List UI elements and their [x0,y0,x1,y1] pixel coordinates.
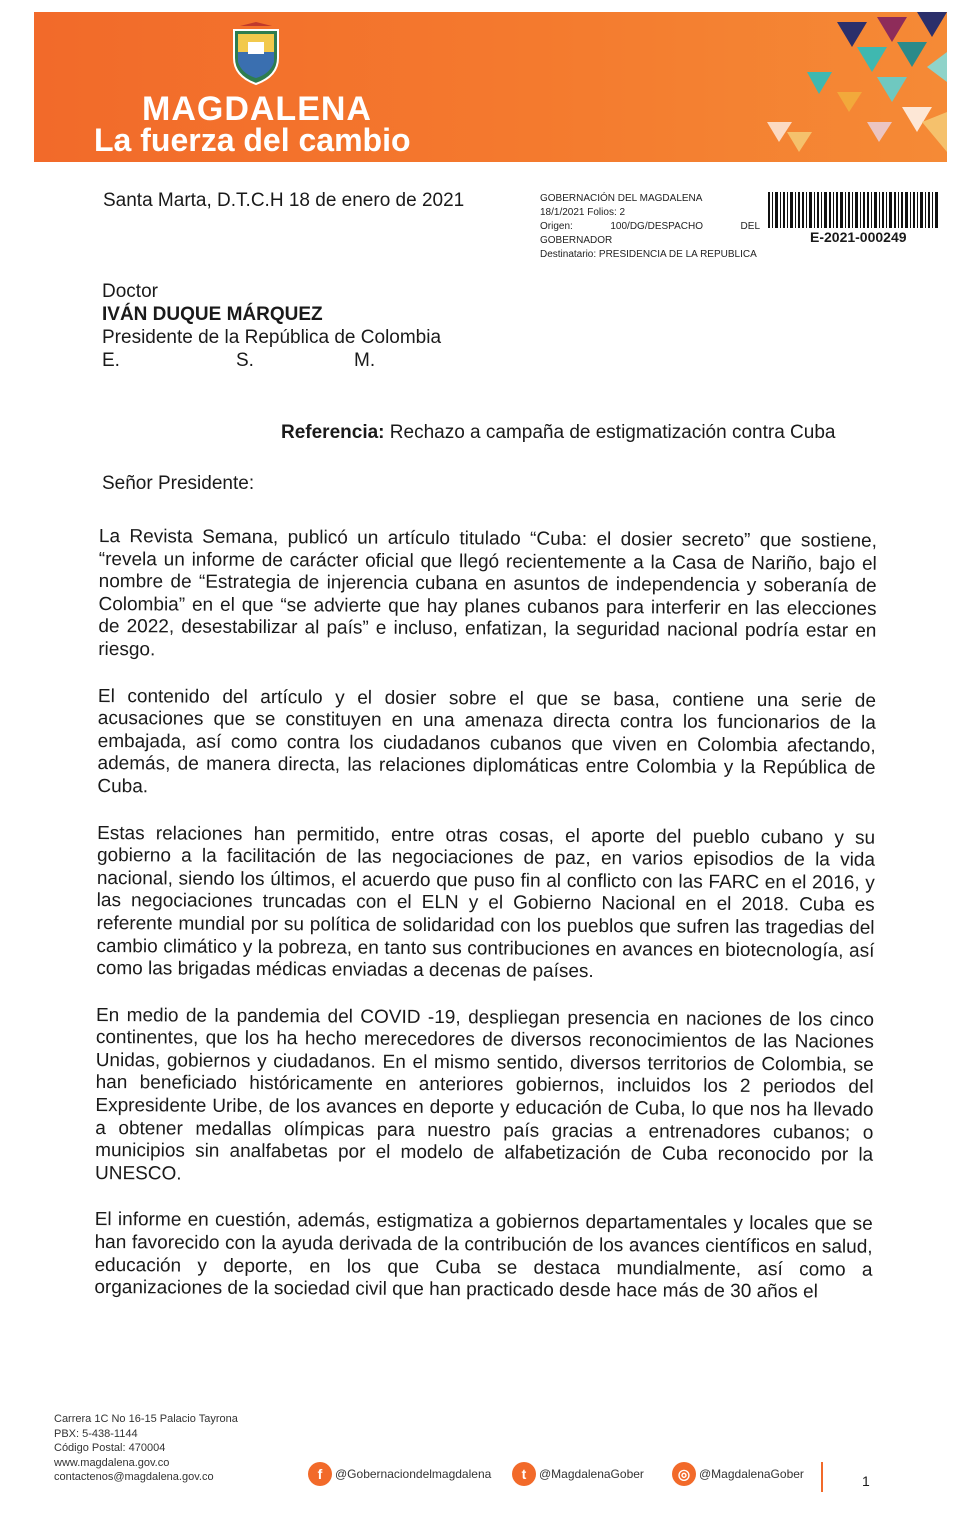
twitter-handle: @MagdalenaGober [539,1467,644,1481]
stamp-origin-del: DEL [740,221,760,232]
coat-of-arms-logo [230,22,282,86]
paragraph-1: La Revista Semana, publicó un artículo titulado “Cuba: el dosier secreto” que sostiene, “revela un informe de carácter oficial que llegó recientemente a la Casa de Nariño, bajo el nombre de “Estrategia de injerencia cubana en asuntos de independencia y soberanía de Colombia” en el que “se advierte que hay planes cubanos para interferir en las elecciones de 2022, desestabilizar al país” e incluso, enfatizan, la seguridad nacional podría estar en riesgo. [98,526,877,661]
facebook-icon: f [308,1462,332,1486]
stamp-entity: GOBERNACIÓN DEL MAGDALENA [540,193,703,204]
recipient-block [102,280,441,372]
recipient-name: IVÁN DUQUE MÁRQUEZ [102,304,323,325]
salutation: Señor Presidente: [102,473,255,494]
footer-street: Carrera 1C No 16-15 Palacio Tayrona [54,1413,238,1425]
footer-postal: Código Postal: 470004 [54,1442,166,1454]
footer-divider [821,1462,823,1492]
recipient-title: Doctor [102,281,158,302]
instagram-handle: @MagdalenaGober [699,1467,804,1481]
footer-web[interactable]: www.magdalena.gov.co [54,1456,170,1469]
stamp-origin-row [540,220,760,234]
recipient-position: Presidente de la República de Colombia [102,327,442,348]
esm-s: S. [236,350,254,371]
social-facebook[interactable] [308,1462,491,1486]
filing-stamp [540,192,760,262]
stamp-origin-tail: GOBERNADOR [540,235,613,246]
esm-e: E. [102,350,120,371]
footer-pbx: PBX: 5-438-1144 [54,1427,138,1440]
paragraph-4: En medio de la pandemia del COVID -19, despliegan presencia en naciones de los cinco continentes, que los ha hecho merecedores de diversos reconocimientos de las Naciones Unidas, gobiernos y ciudadanos. En el mismo sentido, diversos territorios de Colombia, se han beneficiado históricamente en anteriores gobiernos, incluidos los 2 periodos del Expresidente Uribe, de los avances en deporte y educación de Cuba, lo que nos ha llevado a obtener medallas olímpicas para nuestro país gracias a entrenadores cubanos; o municipios sin analfabetas por el modelo de alfabetización de Cuba reconocido por la UNESCO. [94,1004,875,1185]
letter-body [94,526,877,1329]
decorative-triangles [687,12,947,162]
stamp-origin-value: 100/DG/DESPACHO [610,221,703,232]
paragraph-3: Estas relaciones han permitido, entre otras cosas, el aporte del pueblo cubano y su gobierno a la facilitación de las negociaciones de paz, en varios episodios de la vida nacional, siendo los últimos, el acuerdo que puso fin al conflicto con las FARC en el 2016, y las negociaciones truncadas con el ELN y el Gobierno Nacional en el 2018. Cuba es referente mundial por su política de solidaridad con los pueblos que sufren las tragedias del cambio climático y la pobreza, en tanto sus contribuciones en avances en biotecnología, así como las brigadas médicas enviadas a decenas de países. [96,822,876,983]
instagram-icon: ◎ [672,1462,696,1486]
reference-label: Referencia: [281,422,385,443]
facebook-handle: @Gobernaciondelmagdalena [335,1467,492,1481]
header-banner [34,12,947,162]
esm-line [102,349,441,372]
footer-address [54,1412,238,1485]
brand-slogan: La fuerza del cambio [94,122,411,158]
twitter-icon: t [512,1462,536,1486]
paragraph-5: El informe en cuestión, además, estigmatiza a gobiernos departamentales y locales que se han favorecido con la ayuda derivada de la contribución de los avances científicos en salud, educación y deporte, en los que Cuba se destaca mundialmente, así como a organizaciones de la sociedad civil que han practicado desde hace más de 30 años el [94,1209,873,1303]
barcode-number: E-2021-000249 [810,229,907,245]
brand-title: MAGDALENA [142,90,372,128]
footer-email[interactable]: contactenos@magdalena.gov.co [54,1471,214,1483]
reference-text: Rechazo a campaña de estigmatización contra Cuba [384,422,836,443]
social-instagram[interactable] [672,1462,804,1486]
paragraph-2: El contenido del artículo y el dosier sobre el que se basa, contiene una serie de acusaciones que se constituyen en una amenaza directa contra los funcionarios de la embajada, así como contra los ciudadanos cubanos que viven en Colombia afectando, además, de manera directa, las relaciones diplomáticas entre Colombia y la República de Cuba. [97,685,877,798]
barcode-graphic [768,192,940,228]
social-twitter[interactable] [512,1462,644,1486]
stamp-date-folios: 18/1/2021 Folios: 2 [540,207,626,218]
stamp-origin-label: Origen: [540,221,573,232]
page-number: 1 [862,1473,870,1489]
reference-line [281,422,835,444]
stamp-recipient: Destinatario: PRESIDENCIA DE LA REPUBLICA [540,249,757,260]
letter-date: Santa Marta, D.T.C.H 18 de enero de 2021 [103,190,465,211]
esm-m: M. [354,350,376,371]
